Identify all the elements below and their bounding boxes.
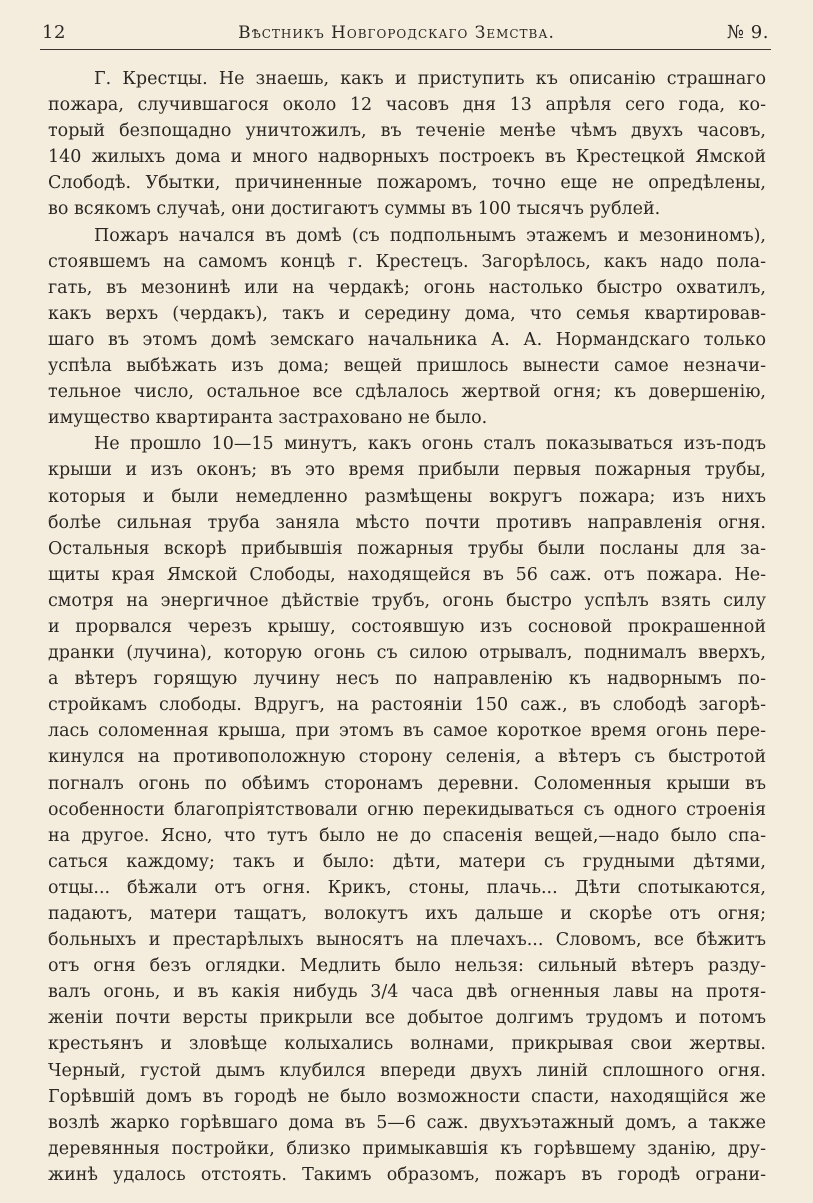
text-line: гать, въ мезонинѣ или на чердакѣ; огонь настолько быстро охватилъ, [48, 277, 766, 298]
text-line: щиты края Ямской Слободы, находящейся въ 56 саж. отъ пожара. Не- [48, 564, 766, 585]
text-line: крестьянъ и зловѣще колыхались волнами, прикрывая свои жертвы. [48, 1034, 766, 1055]
text-line: лась соломенная крыша, при этомъ въ самое короткое время огонь пере- [48, 721, 766, 742]
text-line: отцы... бѣжали отъ огня. Крикъ, стоны, плачь... Дѣти спотыкаются, [48, 877, 766, 898]
text-line: шаго въ этомъ домѣ земскаго начальника А. А. Нормандскаго только [48, 329, 766, 350]
text-line: стоявшемъ на самомъ концѣ г. Крестецъ. Загорѣлось, какъ надо пола- [48, 251, 766, 272]
text-line: Слободѣ. Убытки, причиненные пожаромъ, точно еще не опредѣлены, [48, 173, 766, 194]
text-line: на другое. Ясно, что тутъ было не до спасенія вещей,—надо было спа- [48, 825, 766, 846]
text-line: болѣе сильная труба заняла мѣсто почти противъ направленія огня. [48, 512, 766, 533]
text-line: пожара, случившагося около 12 часовъ дня 13 апрѣля сего года, ко- [48, 95, 766, 116]
text-line: возлѣ жарко горѣвшаго дома въ 5—6 саж. двухъэтажный домъ, а также [48, 1112, 766, 1133]
text-line: смотря на энергичное дѣйствіе трубъ, огонь быстро успѣлъ взять силу [48, 590, 766, 611]
text-line: и прорвался черезъ крышу, состоявшую изъ сосновой прокрашенной [48, 616, 766, 637]
text-line: стройкамъ слободы. Вдругъ, на растояніи 150 саж., въ слободѣ загорѣ- [48, 695, 766, 716]
text-line: Горѣвшій домъ въ городѣ не было возможности спасти, находящійся же [48, 1086, 766, 1107]
text-line: во всякомъ случаѣ, они достигаютъ суммы въ 100 тысячъ рублей. [48, 199, 661, 220]
text-line: падаютъ, матери тащатъ, волокутъ ихъ дальше и скорѣе отъ огня; [48, 904, 766, 924]
page-number: 12 [42, 22, 66, 43]
text-line: Г. Крестцы. Не знаешь, какъ и приступить къ описанію страшнаго [94, 69, 766, 89]
page-header [42, 22, 769, 48]
text-line: которыя и были немедленно размѣщены вокругъ пожара; изъ нихъ [48, 486, 766, 507]
text-line: саться каждому; такъ и было: дѣти, матери съ грудными дѣтями, [48, 851, 766, 872]
text-line: крыши и изъ оконъ; въ это время прибыли первыя пожарныя трубы, [48, 460, 766, 481]
text-line: погналъ огонь по обѣимъ сторонамъ деревни. Соломенныя крыши въ [48, 773, 766, 794]
article-body [48, 66, 766, 1188]
text-line: успѣла выбѣжать изъ дома; вещей пришлось вынести самое незначи- [48, 356, 766, 377]
text-line: кинулся на противоположную сторону селенія, а вѣтеръ съ быстротой [48, 747, 766, 768]
text-line: отъ огня безъ оглядки. Медлить было нельзя: сильный вѣтеръ разду- [48, 956, 766, 977]
text-line: Черный, густой дымъ клубился впереди двухъ линій сплошного огня. [48, 1060, 766, 1081]
header-rule [40, 49, 771, 50]
text-line: деревянныя постройки, близко примыкавшія къ горѣвшему зданію, дру- [48, 1138, 766, 1159]
text-line: а вѣтеръ горящую лучину несъ по направленію къ надворнымъ по- [48, 669, 766, 690]
text-line: валъ огонь, и въ какія нибудь 3/4 часа двѣ огненныя лавы на протя- [48, 982, 766, 1003]
text-line: тельное число, остальное все сдѣлалось жертвой огня; къ довершенію, [48, 382, 766, 403]
text-line: имущество квартиранта застраховано не было. [48, 408, 488, 429]
text-line: дранки (лучина), которую огонь съ силою отрывалъ, поднималъ вверхъ, [48, 643, 766, 664]
text-line: Не прошло 10—15 минутъ, какъ огонь сталъ показываться изъ-подъ [94, 434, 766, 455]
text-line: больныхъ и престарѣлыхъ выносятъ на плечахъ... Словомъ, все бѣжитъ [48, 930, 766, 951]
text-line: женіи почти версты прикрыли все добытое долгимъ трудомъ и потомъ [48, 1008, 766, 1029]
text-line: жинѣ удалось отстоять. Такимъ образомъ, пожаръ въ городѣ ограни- [48, 1164, 766, 1185]
text-line: 140 жилыхъ дома и много надворныхъ построекъ въ Крестецкой Ямской [48, 147, 766, 168]
text-line: какъ верхъ (чердакъ), такъ и середину дома, что семья квартировав- [48, 303, 766, 324]
journal-title: Вѣстникъ Новгородскаго Земства. [238, 23, 555, 43]
issue-number: № 9. [727, 22, 769, 43]
text-line: особенности благопріятствовали огню перекидываться съ одного строенія [48, 799, 766, 820]
text-line: торый безпощадно уничтожилъ, въ теченіе менѣе чѣмъ двухъ часовъ, [48, 121, 766, 142]
text-line: Пожаръ начался въ домѣ (съ подпольнымъ этажемъ и мезониномъ), [94, 225, 766, 246]
text-line: Остальныя вскорѣ прибывшія пожарныя трубы были посланы для за- [48, 538, 766, 559]
